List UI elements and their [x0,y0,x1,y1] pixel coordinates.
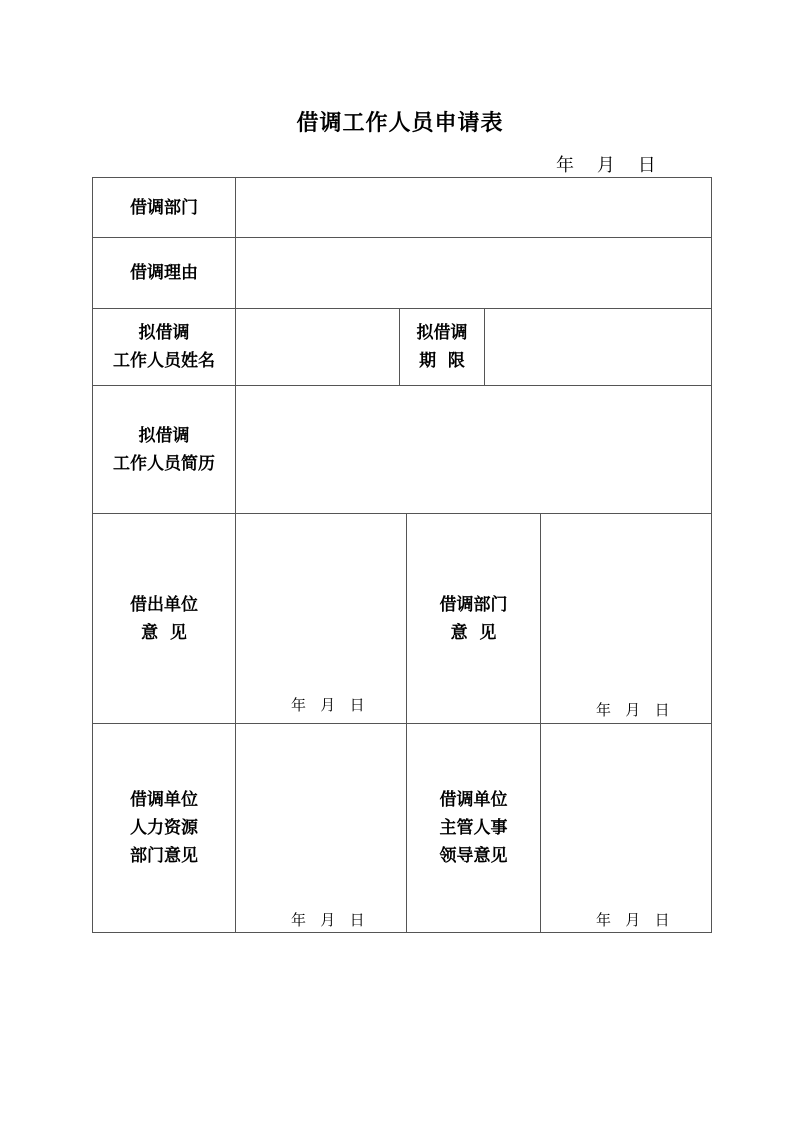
name-field[interactable] [235,308,400,386]
hr-dept-opinion-label: 借调单位 人力资源 部门意见 [130,790,198,866]
resume-field[interactable] [235,385,712,514]
department-label: 借调部门 [130,197,198,218]
period-field[interactable] [484,308,712,386]
name-label: 拟借调 工作人员姓名 [113,323,215,371]
borrowing-dept-sign-date: 年 月 日 [596,701,670,719]
application-form [92,177,712,933]
department-field[interactable] [235,177,712,238]
period-label: 拟借调 期 限 [416,323,468,371]
hr-dept-opinion-field[interactable] [235,723,407,933]
hr-dept-sign-date: 年 月 日 [291,911,365,929]
borrowing-dept-opinion-field[interactable] [540,513,712,724]
leader-opinion-field[interactable] [540,723,712,933]
reason-field[interactable] [235,237,712,309]
lending-unit-opinion-field[interactable] [235,513,407,724]
lending-unit-sign-date: 年 月 日 [291,696,365,714]
leader-opinion-label: 借调单位 主管人事 领导意见 [439,790,508,866]
leader-sign-date: 年 月 日 [596,911,670,929]
form-title: 借调工作人员申请表 [296,111,504,136]
header-date: 年 月 日 [556,155,656,176]
reason-label: 借调理由 [130,263,198,283]
borrowing-dept-opinion-label: 借调部门 意 见 [439,594,508,643]
resume-label: 拟借调 工作人员简历 [113,425,215,474]
lending-unit-opinion-label: 借出单位 意 见 [130,594,198,643]
